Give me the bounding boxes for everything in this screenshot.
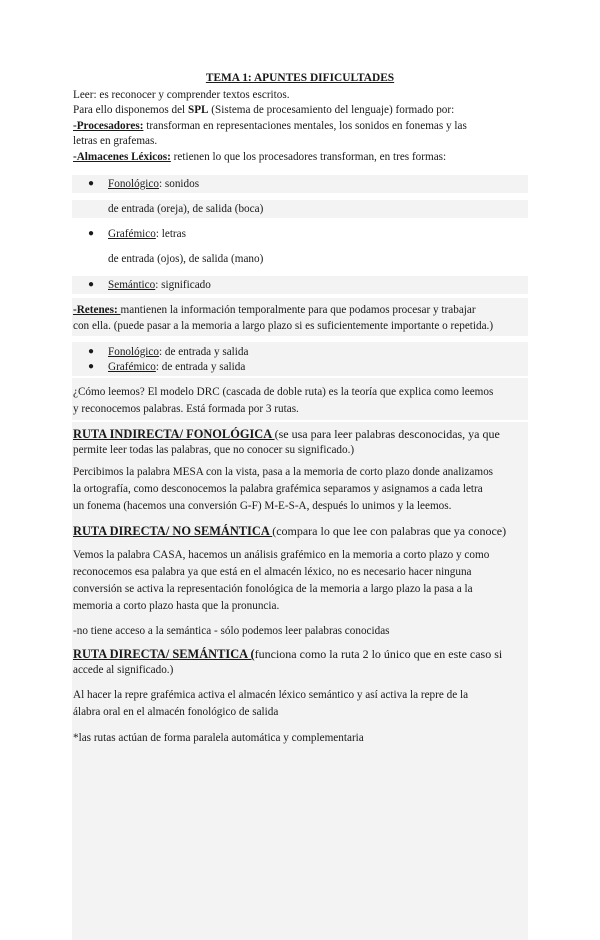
bullet-icon: ● xyxy=(88,346,95,357)
ruta-directa-semantica-heading xyxy=(73,647,502,661)
list-item-detail: de entrada (ojos), de salida (mano) xyxy=(108,253,264,265)
list-item xyxy=(108,345,248,359)
bullet-icon: ● xyxy=(88,279,95,290)
intro-text: Leer: es reconocer y comprender textos escritos. xyxy=(73,89,290,101)
drc-line: ¿Cómo leemos? El modelo DRC (cascada de doble ruta) es la teoría que explica como leemos xyxy=(73,386,494,398)
list-item xyxy=(108,360,245,374)
notes-line: -no tiene acceso a la semántica - sólo podemos leer palabras conocidas xyxy=(73,625,390,637)
list-item-desc: : de entrada y salida xyxy=(155,361,246,373)
heading-note: (se usa para leer palabras desconocidas, ya que xyxy=(274,427,500,441)
list-item-desc: : sonidos xyxy=(158,178,200,190)
paragraph-line: Percibimos la palabra MESA con la vista, pasa a la memoria de corto plazo donde analizamos xyxy=(73,466,494,478)
ruta-directa-no-semantica-heading xyxy=(73,524,506,538)
paragraph xyxy=(73,687,533,721)
section-heading: RUTA DIRECTA/ NO SEMÁNTICA xyxy=(73,524,273,538)
procesadores-text: letras en grafemas. xyxy=(73,135,158,147)
intro-line xyxy=(73,103,454,117)
procesadores-line xyxy=(73,134,157,148)
paragraph-line: reconocemos esa palabra ya que está en el almacén léxico, no es necesario hacer ninguna xyxy=(73,566,472,578)
heading-note: funciona como la ruta 2 lo único que en este caso si xyxy=(254,647,503,661)
page-title: TEMA 1: APUNTES DIFICULTADES xyxy=(205,72,395,84)
retenes-line xyxy=(73,303,476,317)
list-item-label: Fonológico xyxy=(108,346,159,358)
procesadores-text: transforman en representaciones mentales, los sonidos en fonemas y las xyxy=(143,120,467,132)
paragraph-line: álabra oral en el almacén fonológico de salida xyxy=(73,706,279,718)
section-heading: RUTA DIRECTA/ SEMÁNTICA ( xyxy=(73,647,255,661)
intro-line xyxy=(73,88,290,102)
list-item-label: Semántico xyxy=(108,279,156,291)
paragraph-line: un fonema (hacemos una conversión G-F) M-E-S-A, después lo unimos y la leemos. xyxy=(73,500,452,512)
paragraph-line: la ortografía, como desconocemos la palabra grafémica separamos y asignamos a cada letra xyxy=(73,483,483,495)
retenes-label: -Retenes: xyxy=(73,304,121,316)
retenes-line: con ella. (puede pasar a la memoria a largo plazo si es suficientemente importante o repetida.) xyxy=(73,320,494,332)
section-heading: RUTA INDIRECTA/ FONOLÓGICA xyxy=(73,427,275,441)
bullet-icon: ● xyxy=(88,361,95,372)
heading-note-line: accede al significado.) xyxy=(73,664,174,676)
paragraph-line: Al hacer la repre grafémica activa el almacén léxico semántico y así activa la repre de la xyxy=(73,689,469,701)
procesadores-label: -Procesadores: xyxy=(73,120,144,132)
heading-note-line: permite leer todas las palabras, que no conocer su significado.) xyxy=(73,444,355,456)
paragraph-line: conversión se activa la representación fonológica de la memoria a largo plazo la pasa a la xyxy=(73,583,473,595)
spl-term: SPL xyxy=(187,104,209,116)
list-item-desc: : letras xyxy=(155,228,186,240)
paragraph xyxy=(73,547,533,615)
intro-text: (Sistema de procesamiento del lenguaje) formado por: xyxy=(208,104,455,116)
list-item-detail: de entrada (oreja), de salida (boca) xyxy=(108,203,264,215)
list-item xyxy=(108,278,211,292)
almacenes-text: retienen lo que los procesadores transforman, en tres formas: xyxy=(170,151,447,163)
intro-text: Para ello disponemos del xyxy=(73,104,188,116)
list-item xyxy=(108,177,199,191)
paragraph-line: memoria a corto plazo hasta que la pronuncia. xyxy=(73,600,280,612)
paragraph-line: Vemos la palabra CASA, hacemos un análisis grafémico en la memoria a corto plazo y como xyxy=(73,549,490,561)
bullet-icon: ● xyxy=(88,178,95,189)
bullet-icon: ● xyxy=(88,228,95,239)
list-item-label: Grafémico xyxy=(108,361,156,373)
list-item-label: Grafémico xyxy=(108,228,156,240)
list-item-desc: : significado xyxy=(155,279,211,291)
paragraph xyxy=(73,464,533,515)
final-note: *las rutas actúan de forma paralela automática y complementaria xyxy=(73,732,364,744)
almacenes-line xyxy=(73,150,446,164)
drc-line: y reconocemos palabras. Está formada por 3 rutas. xyxy=(73,403,299,415)
retenes-text: mantienen la información temporalmente para que podamos procesar y trabajar xyxy=(120,304,476,316)
list-item-label: Fonológico xyxy=(108,178,159,190)
procesadores-line xyxy=(73,119,467,133)
ruta-indirecta-heading xyxy=(73,427,500,441)
heading-note: (compara lo que lee con palabras que ya conoce) xyxy=(272,524,507,538)
almacenes-label: -Almacenes Léxicos: xyxy=(73,151,171,163)
list-item xyxy=(108,227,186,241)
list-item-desc: : de entrada y salida xyxy=(158,346,249,358)
